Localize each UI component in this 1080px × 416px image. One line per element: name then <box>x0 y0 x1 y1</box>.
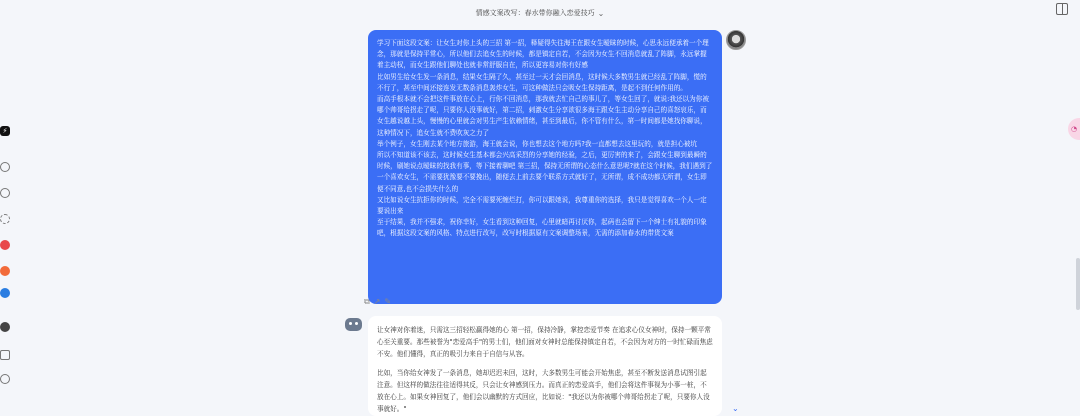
gear-icon[interactable] <box>0 214 10 224</box>
user-paragraph: 又比如说女生抗拒你的时候，完全不需要死缠烂打，你可以跟她说，我尊重你的选择，我只是觉得喜欢一个人一定要说出来 <box>377 195 707 216</box>
dark-app-icon[interactable]: ⚡ <box>0 126 10 136</box>
chevron-down-icon[interactable]: ⌄ <box>597 8 605 18</box>
scroll-down-icon[interactable]: ⌄ <box>732 404 739 413</box>
chat-icon[interactable] <box>0 374 10 384</box>
user-message-bubble <box>368 30 722 304</box>
blue-app-icon[interactable] <box>0 288 10 298</box>
user-paragraph: 而高手根本就不会把这件事放在心上，行你不回消息，那我就去忙自己的事儿了，等女生回了，就说:我还以为你被哪个帅哥给拐走了呢，只要你人没事就好，第二招，刺激女生分享欲很多海王跟女生主动分享自己的喜怒哀乐，而女生越说越上头，慢慢的心里就会对男生产生依赖情绪，甚至到最后，你不管有什么，第一时间都是她找你聊说，这种情况下，追女生就不费吹灰之力了 <box>377 95 709 137</box>
scrollbar[interactable] <box>1076 258 1080 310</box>
left-rail <box>0 118 14 398</box>
user-paragraph: 所以不知道该不该去，这时候女生基本都会兴高采烈的分享她的经验，之后，更厉害的来了，会跟女生聊到最瞬的时候，刷她说点暧昧的找我有事，等下接着聊吧 第三招，保持无所谓的心态什么意思呢?就在这个时候，我们遇到了一个喜欢女生，不需要犹豫要不要挽出，随便去上前去要个联系方式就好了，无所谓，成不成功都无所谓，女生即便不同意,也不会损失什么的 <box>377 151 713 193</box>
ai-message-bubble <box>368 316 722 416</box>
tablet-icon[interactable] <box>0 350 10 360</box>
conversation-title[interactable]: 情感文案改写：春水带你融入恋爱技巧 <box>475 9 595 17</box>
red-app-icon[interactable] <box>0 240 10 250</box>
user-paragraph: 学习下面这段文案：让女生对你上头的三招 第一招，释疑得失往海王在跟女生暧昧的时候，心思永远便承着一个理念，那就是保持平常心，所以他们去追女生的时候，都是镇定自若，不会因为女生不回消息就乱了阵脚，永远掌握着主动权，而女生跟他们聊处也就非常舒服自在，所以更容易对你有好感 <box>377 39 709 70</box>
user-avatar <box>726 30 746 50</box>
user-paragraph: 至于结果，我并不强求，祝你幸好，女生看到这种回复，心里就暗再讨厌你，起码也会留下一个绅士有礼貌的印象吧，根据这段文案的风格、特点进行改写，改写时根据原有文案调整场景，无需的添加春水的带货文案 <box>377 218 707 238</box>
ai-paragraph: 让女神对你着迷，只需这三招轻松赢得她的心 第一招，保持冷静，掌控恋爱节奏 在追求心仪女神时，保持一颗平常心至关重要。那些被誉为"恋爱高手"的男士们，他们面对女神时总能保持镇定自若，不会因为对方的一时忙碌而焦虑不安。他们懂得，真正的吸引力来自于自信与从容。 <box>377 326 713 358</box>
user-avatar-icon[interactable] <box>0 322 10 332</box>
orange-app-icon[interactable] <box>0 266 10 276</box>
panel-toggle-icon[interactable] <box>1056 3 1068 15</box>
user-paragraph: 举个例子，女生刚去某个地方旅游，海王就会说，你也想去这个地方吗?我一直都想去这里玩的，就是担心被坑 <box>377 139 697 148</box>
message-actions <box>364 297 391 307</box>
copy-icon[interactable]: ⧉ <box>364 297 370 306</box>
share-icon[interactable]: ↗ <box>373 297 381 306</box>
ai-avatar-icon <box>345 318 362 331</box>
edit-icon[interactable]: ✎ <box>384 297 392 306</box>
pink-bot-icon[interactable]: ◔ <box>1068 118 1080 140</box>
user-paragraph: 比如男生给女生发一条消息，结果女生隔了久，甚至过一天才会回消息，这时候大多数男生就已经乱了阵脚，慌的不行了，甚至中间还接连发无数条消息轰炸女生，可这种做法只会吸女生保持距离，是起不到任何作用的。 <box>377 72 707 92</box>
ai-paragraph: 比如，当你给女神发了一条消息，她却迟迟未回，这时，大多数男生可能会开始焦虑，甚至不断发送消息试图引起注意。但这样的做法往往适得其反，只会让女神感到压力。而真正的恋爱高手，他们会将这件事视为小事一桩，不放在心上。如果女神回复了，他们会以幽默的方式回应，比如说："我还以为你被哪个帅哥给拐走了呢，只要你人没事就好。" <box>377 369 710 413</box>
refresh-icon[interactable] <box>0 162 10 172</box>
link-icon[interactable] <box>0 188 10 198</box>
top-bar <box>0 0 1080 26</box>
